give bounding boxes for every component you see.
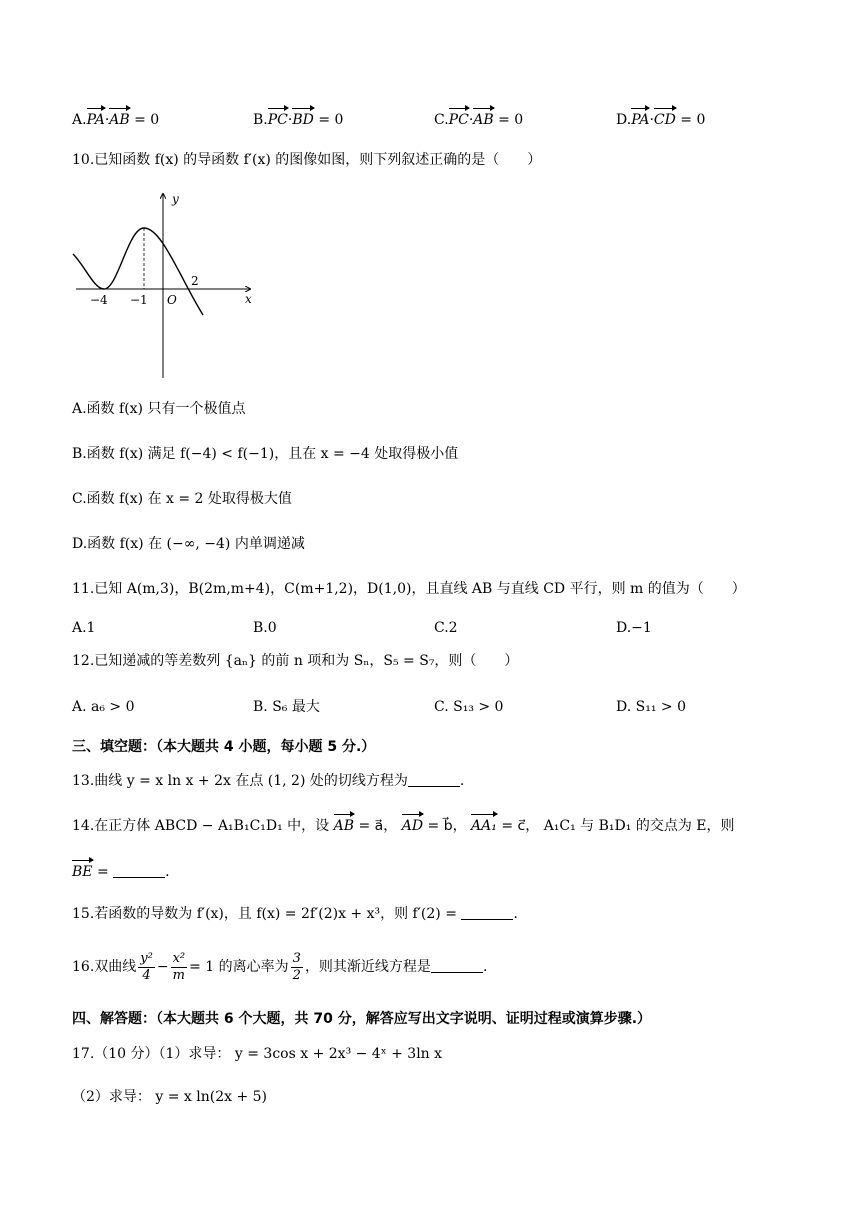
q10-option-c: C.函数 f(x) 在 x = 2 处取得极大值 [72,491,292,507]
tick-minus-4: −4 [90,293,108,307]
q11-option-c: C.2 [434,620,458,636]
q9-option-c: C.PC·AB = 0 [434,112,524,128]
q15: 15.若函数的导数为 f′(x)，且 f(x) = 2f′(2)x + x³，则 f′(2) = . [72,906,518,922]
origin-label: O [167,293,177,307]
q11-option-b: B.0 [253,620,277,636]
q13: 13.曲线 y = x ln x + 2x 在点 (1, 2) 处的切线方程为 . [72,773,465,789]
q16-answer-blank [431,958,483,973]
q10-option-b: B.函数 f(x) 满足 f(−4) < f(−1)，且在 x = −4 处取得极小值 [72,446,459,462]
q10-option-a: A.函数 f(x) 只有一个极值点 [72,401,246,417]
q14-answer-blank [113,863,165,878]
q17-part-1: 17.（10 分）（1）求导： y = 3cos x + 2x³ − 4ˣ + 3ln x [72,1046,443,1062]
q12-option-a: A. a₆ > 0 [72,699,135,715]
q15-answer-blank [461,905,513,920]
section-3-heading: 三、填空题：（本大题共 4 小题，每小题 5 分.） [72,739,376,755]
tick-2: 2 [191,274,199,288]
q12-option-b: B. S₆ 最大 [253,699,320,715]
q12-stem: 12.已知递减的等差数列 {aₙ} 的前 n 项和为 Sₙ，S₅ = S₇，则（ ） [72,653,519,669]
q14-line-1: 14.在正方体 ABCD − A₁B₁C₁D₁ 中，设 AB = a⃗， AD = b⃗， AA₁ = c⃗， A₁C₁ 与 B₁D₁ 的交点为 E，则 [72,818,735,834]
q12-option-c: C. S₁₃ > 0 [434,699,504,715]
section-4-heading: 四、解答题：（本大题共 6 个大题，共 70 分，解答应写出文字说明、证明过程或演算步骤.） [72,1011,652,1027]
y-axis-label: y [172,192,179,206]
q10-stem: 10.已知函数 f(x) 的导函数 f′(x) 的图像如图，则下列叙述正确的是（ ） [72,152,542,168]
q11-option-d: D.−1 [616,620,652,636]
q9-option-b: B.PC·BD = 0 [253,112,344,128]
q9-option-d: D.PA·CD = 0 [616,112,706,128]
q16: 16.双曲线 $\frac{\text{y²}}{4}$ − $\frac{\text{x²}}{m}$ = 1 的离心率为 $\frac{3}{2}$ ，则其渐近线方程是 . [72,950,488,983]
q13-answer-blank [408,772,460,787]
q10-derivative-graph [70,188,260,380]
q12-option-d: D. S₁₁ > 0 [616,699,686,715]
q11-option-a: A.1 [72,620,96,636]
q10-option-d: D.函数 f(x) 在 (−∞, −4) 内单调递减 [72,536,305,552]
q11-stem: 11.已知 A(m,3)，B(2m,m+4)，C(m+1,2)，D(1,0)，且直线 AB 与直线 CD 平行，则 m 的值为（ ） [72,581,746,597]
q13-text: 13.曲线 y = x ln x + 2x 在点 (1, 2) 处的切线方程为 [72,773,408,789]
q9-option-a: A.PA·AB = 0 [72,112,160,128]
tick-minus-1: −1 [130,293,148,307]
q14-line-2: BE = . [72,864,170,880]
q17-part-2: （2）求导： y = x ln(2x + 5) [72,1089,268,1105]
x-axis-label: x [245,292,252,306]
